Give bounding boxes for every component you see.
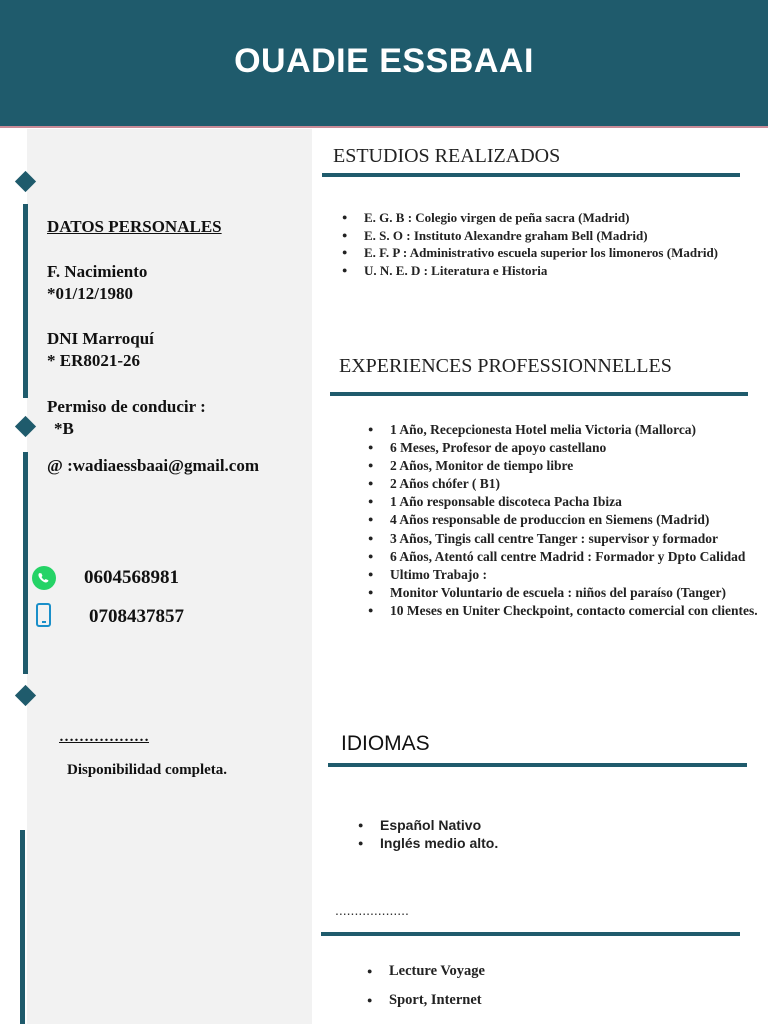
languages-title: IDIOMAS xyxy=(341,732,430,755)
dni-label: DNI Marroquí xyxy=(47,329,154,348)
list-item: ● 2 Años chófer ( B1) xyxy=(368,475,760,493)
birth-label: F. Nacimiento xyxy=(47,262,148,281)
list-item: ● Inglés medio alto. xyxy=(358,834,738,852)
birth-value: *01/12/1980 xyxy=(47,284,133,303)
whatsapp-phone[interactable]: 0604568981 xyxy=(84,567,179,588)
hobbies-list xyxy=(367,957,747,1015)
availability-text: Disponibilidad completa. xyxy=(67,762,228,778)
license-value: *B xyxy=(54,419,74,438)
mobile-phone-icon xyxy=(36,603,51,627)
mobile-phone[interactable]: 0708437857 xyxy=(89,606,184,627)
whatsapp-icon xyxy=(32,566,56,590)
list-item: ● E. G. B : Colegio virgen de peña sacra (Madrid) xyxy=(342,209,742,227)
list-item: ● Lecture Voyage xyxy=(367,957,747,986)
list-item: ● 1 Año responsable discoteca Pacha Ibiza xyxy=(368,493,760,511)
experience-title: EXPERIENCES PROFESSIONNELLES xyxy=(339,355,672,377)
sidebar-accent-bar xyxy=(23,204,28,398)
license-label: Permiso de conducir : xyxy=(47,397,206,416)
dni-value: * ER8021-26 xyxy=(47,351,141,370)
list-item: ● 3 Años, Tingis call centre Tanger : supervisor y formador xyxy=(368,530,760,548)
list-item: ● 4 Años responsable de produccion en Siemens (Madrid) xyxy=(368,511,760,529)
sidebar-dots: ……………… xyxy=(59,729,149,745)
education-title: ESTUDIOS REALIZADOS xyxy=(333,145,561,167)
list-item: ● E. F. P : Administrativo escuela superior los limoneros (Madrid) xyxy=(342,244,742,262)
section-rule xyxy=(328,763,747,767)
languages-list xyxy=(358,816,738,852)
list-item: ● 10 Meses en Uniter Checkpoint, contacto comercial con clientes. xyxy=(368,602,760,620)
list-item: ● 1 Año, Recepcionesta Hotel melia Victoria (Mallorca) xyxy=(368,421,760,439)
list-item: ● Monitor Voluntario de escuela : niños del paraíso (Tanger) xyxy=(368,584,760,602)
sidebar-accent-bar xyxy=(23,452,28,674)
personal-data-title: DATOS PERSONALES xyxy=(47,217,222,236)
list-item: ● 6 Años, Atentó call centre Madrid : Formador y Dpto Calidad xyxy=(368,548,760,566)
sidebar-accent-bar xyxy=(20,830,25,1024)
email-text[interactable]: @ :wadiaessbaai@gmail.com xyxy=(47,456,260,475)
hobbies-title: ................... xyxy=(335,902,409,918)
section-rule xyxy=(322,173,740,177)
header-banner xyxy=(0,0,768,128)
list-item: ● E. S. O : Instituto Alexandre graham Bell (Madrid) xyxy=(342,227,742,245)
list-item: ● Español Nativo xyxy=(358,816,738,834)
experience-list xyxy=(368,421,760,620)
list-item: ● 2 Años, Monitor de tiempo libre xyxy=(368,457,760,475)
list-item: ● U. N. E. D : Literatura e Historia xyxy=(342,262,742,280)
candidate-name: OUADIE ESSBAAI xyxy=(234,42,534,80)
education-list xyxy=(342,209,742,279)
section-rule xyxy=(321,932,740,936)
section-rule xyxy=(330,392,748,396)
list-item: ● Sport, Internet xyxy=(367,986,747,1015)
list-item: ● 6 Meses, Profesor de apoyo castellano xyxy=(368,439,760,457)
list-item: ● Ultimo Trabajo : xyxy=(368,566,760,584)
